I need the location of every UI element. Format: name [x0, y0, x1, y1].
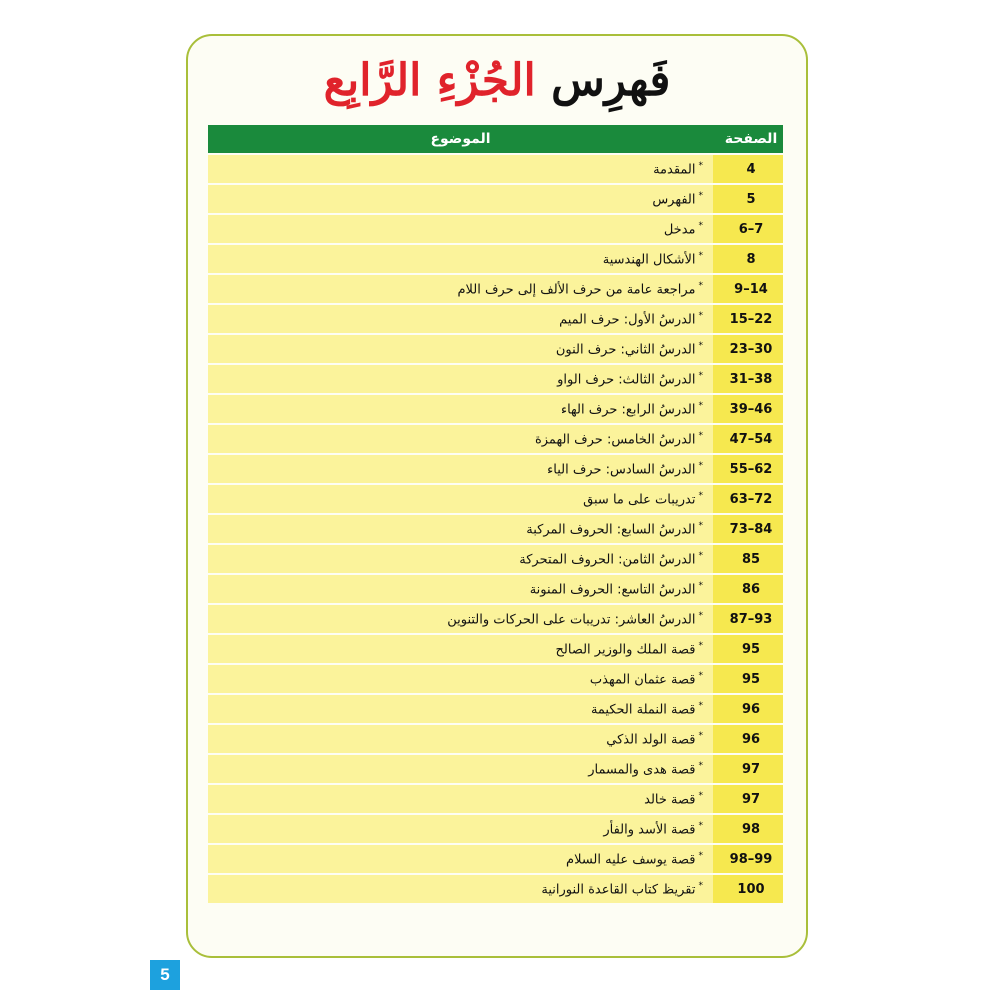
- row-topic-cell: [208, 845, 713, 873]
- row-page: 96: [713, 695, 786, 723]
- row-topic-cell: [208, 875, 713, 903]
- table-row: [208, 155, 786, 183]
- bullet-star: *: [698, 640, 703, 651]
- bullet-star: *: [698, 820, 703, 831]
- row-topic: المقدمة: [653, 162, 696, 178]
- row-topic-cell: [208, 215, 713, 243]
- row-page: 95: [713, 635, 786, 663]
- table-header-row: [208, 125, 786, 153]
- row-topic-cell: [208, 395, 713, 423]
- row-topic-cell: [208, 635, 713, 663]
- row-topic: الدرسُ الخامس: حرف الهمزة: [534, 432, 696, 448]
- row-page: 9–14: [713, 275, 786, 303]
- table-row: [208, 485, 786, 513]
- row-topic: الدرسُ السادس: حرف الياء: [547, 462, 696, 478]
- bullet-star: *: [698, 490, 703, 501]
- contents-table: [208, 123, 786, 905]
- row-topic-cell: [208, 335, 713, 363]
- table-row: [208, 695, 786, 723]
- bullet-star: *: [698, 760, 703, 771]
- row-topic: مدخل: [663, 222, 696, 238]
- row-page: 47–54: [713, 425, 786, 453]
- row-topic-cell: [208, 725, 713, 753]
- row-page: 73–84: [713, 515, 786, 543]
- row-topic-cell: [208, 275, 713, 303]
- row-topic-cell: [208, 155, 713, 183]
- row-topic-cell: [208, 365, 713, 393]
- bullet-star: *: [698, 730, 703, 741]
- row-topic-cell: [208, 575, 713, 603]
- bullet-star: *: [698, 400, 703, 411]
- bullet-star: *: [698, 850, 703, 861]
- row-topic: مراجعة عامة من حرف الألف إلى حرف اللام: [457, 282, 696, 298]
- table-row: [208, 305, 786, 333]
- row-page: 6–7: [713, 215, 786, 243]
- row-page: 86: [713, 575, 786, 603]
- row-topic-cell: [208, 785, 713, 813]
- row-topic: الدرسُ الأول: حرف الميم: [559, 312, 696, 328]
- row-topic-cell: [208, 305, 713, 333]
- row-topic: الفهرس: [652, 192, 696, 208]
- title-word-index: فَهرِس: [551, 55, 671, 106]
- row-topic-cell: [208, 755, 713, 783]
- row-topic-cell: [208, 185, 713, 213]
- bullet-star: *: [698, 280, 703, 291]
- table-row: [208, 665, 786, 693]
- bullet-star: *: [698, 340, 703, 351]
- bullet-star: *: [698, 700, 703, 711]
- row-topic: الدرسُ الثامن: الحروف المتحركة: [519, 552, 696, 568]
- row-page: 31–38: [713, 365, 786, 393]
- bullet-star: *: [698, 250, 703, 261]
- table-row: [208, 365, 786, 393]
- row-page: 98: [713, 815, 786, 843]
- row-topic: الأشكال الهندسية: [602, 252, 696, 268]
- row-topic: قصة الأسد والفأر: [603, 822, 696, 838]
- table-row: [208, 425, 786, 453]
- table-row: [208, 395, 786, 423]
- row-page: 39–46: [713, 395, 786, 423]
- table-row: [208, 215, 786, 243]
- row-page: 63–72: [713, 485, 786, 513]
- table-row: [208, 245, 786, 273]
- row-topic: الدرسُ الثاني: حرف النون: [555, 342, 696, 358]
- row-topic: تقريظ كتاب القاعدة النورانية: [541, 882, 696, 898]
- table-row: [208, 515, 786, 543]
- row-page: 5: [713, 185, 786, 213]
- table-row: [208, 575, 786, 603]
- row-page: 55–62: [713, 455, 786, 483]
- row-topic: قصة خالد: [644, 792, 696, 808]
- table-row: [208, 845, 786, 873]
- table-row: [208, 725, 786, 753]
- row-topic-cell: [208, 245, 713, 273]
- row-page: 8: [713, 245, 786, 273]
- row-page: 100: [713, 875, 786, 903]
- bullet-star: *: [698, 190, 703, 201]
- row-topic: الدرسُ الرابع: حرف الهاء: [560, 402, 696, 418]
- table-row: [208, 185, 786, 213]
- table-body: [208, 155, 786, 903]
- table-row: [208, 755, 786, 783]
- row-page: 4: [713, 155, 786, 183]
- row-topic: الدرسُ السابع: الحروف المركبة: [526, 522, 696, 538]
- bullet-star: *: [698, 610, 703, 621]
- page-title: [186, 46, 808, 116]
- row-topic: الدرسُ الثالث: حرف الواو: [557, 372, 696, 388]
- row-topic-cell: [208, 695, 713, 723]
- row-page: 85: [713, 545, 786, 573]
- bullet-star: *: [698, 220, 703, 231]
- bullet-star: *: [698, 310, 703, 321]
- row-topic-cell: [208, 605, 713, 633]
- bullet-star: *: [698, 670, 703, 681]
- row-topic: تدريبات على ما سبق: [583, 492, 696, 508]
- row-topic-cell: [208, 545, 713, 573]
- row-page: 97: [713, 785, 786, 813]
- row-topic: الدرسُ التاسع: الحروف المنونة: [529, 582, 696, 598]
- row-topic-cell: [208, 485, 713, 513]
- row-topic-cell: [208, 665, 713, 693]
- bullet-star: *: [698, 460, 703, 471]
- table-row: [208, 785, 786, 813]
- bullet-star: *: [698, 160, 703, 171]
- row-page: 23–30: [713, 335, 786, 363]
- bullet-star: *: [698, 370, 703, 381]
- row-page: 98–99: [713, 845, 786, 873]
- table-row: [208, 635, 786, 663]
- table-row: [208, 875, 786, 903]
- bullet-star: *: [698, 880, 703, 891]
- row-topic-cell: [208, 455, 713, 483]
- row-topic-cell: [208, 515, 713, 543]
- title-word-part-four: الجُزْءِ الرَّابِع: [323, 55, 536, 106]
- table-row: [208, 815, 786, 843]
- row-topic: قصة هدى والمسمار: [588, 762, 696, 778]
- bullet-star: *: [698, 550, 703, 561]
- row-page: 87–93: [713, 605, 786, 633]
- row-topic: قصة الولد الذكي: [606, 732, 696, 748]
- bullet-star: *: [698, 520, 703, 531]
- table-row: [208, 545, 786, 573]
- row-topic-cell: [208, 425, 713, 453]
- table-row: [208, 275, 786, 303]
- table-row: [208, 335, 786, 363]
- bullet-star: *: [698, 430, 703, 441]
- header-topic: الموضوع: [208, 125, 713, 153]
- table-row: [208, 605, 786, 633]
- row-topic: قصة عثمان المهذب: [589, 672, 696, 688]
- row-topic-cell: [208, 815, 713, 843]
- row-topic: قصة الملك والوزير الصالح: [555, 642, 696, 658]
- table-row: [208, 455, 786, 483]
- row-topic: قصة النملة الحكيمة: [590, 702, 696, 718]
- row-page: 97: [713, 755, 786, 783]
- header-page: الصفحة: [713, 125, 786, 153]
- row-topic: الدرسُ العاشر: تدريبات على الحركات والتنوين: [447, 612, 696, 628]
- row-topic: قصة يوسف عليه السلام: [566, 852, 696, 868]
- row-page: 95: [713, 665, 786, 693]
- row-page: 15–22: [713, 305, 786, 333]
- row-page: 96: [713, 725, 786, 753]
- bullet-star: *: [698, 790, 703, 801]
- page-number-badge: 5: [150, 960, 180, 990]
- bullet-star: *: [698, 580, 703, 591]
